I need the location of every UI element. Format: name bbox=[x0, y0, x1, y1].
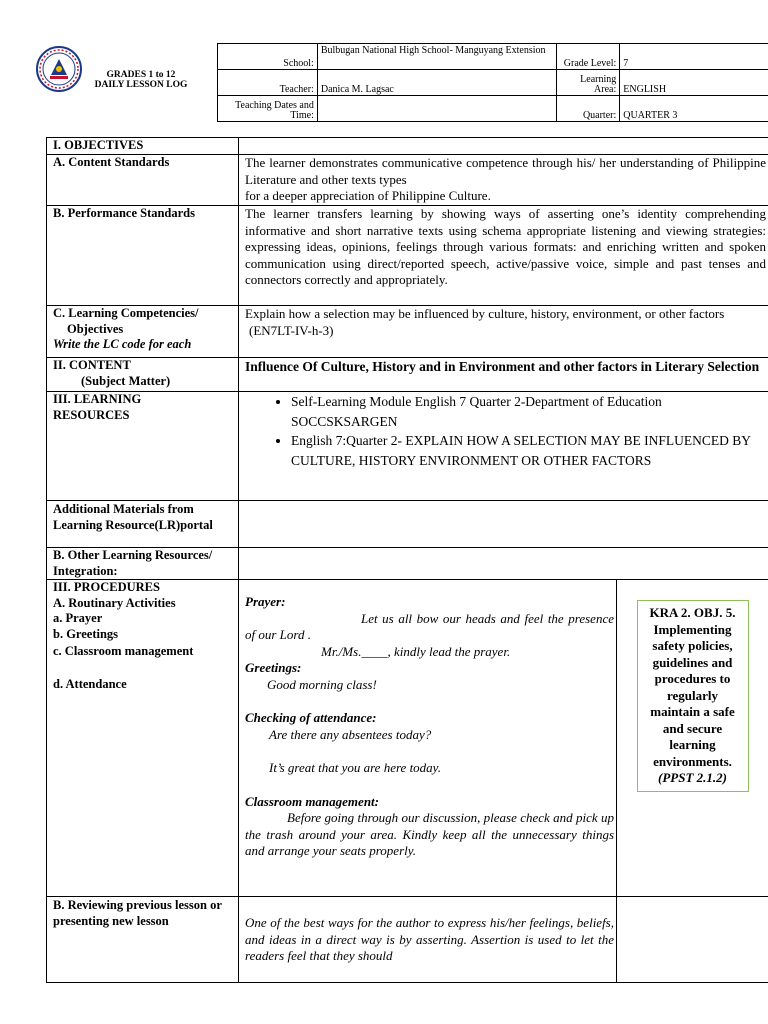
attendance-reply: It’s great that you are here today. bbox=[269, 760, 441, 775]
school-value: Bulbugan National High School- Manguyang Extension bbox=[317, 44, 556, 70]
resources-label-line2: RESOURCES bbox=[53, 407, 130, 422]
header-title-line2: DAILY LESSON LOG bbox=[94, 80, 188, 90]
management-heading: Classroom management: bbox=[245, 793, 379, 809]
competencies-code: (EN7LT-IV-h-3) bbox=[249, 322, 334, 338]
content-label-line2: (Subject Matter) bbox=[81, 373, 171, 388]
competencies-text: Explain how a selection may be influenced by culture, history, environment, or other factors bbox=[245, 306, 725, 321]
header-title bbox=[71, 70, 211, 90]
competencies-label-line3: Write the LC code for each bbox=[53, 337, 192, 351]
dates-label: Teaching Dates and Time: bbox=[218, 96, 318, 122]
competencies-label bbox=[47, 306, 239, 358]
competencies-label-line2: Objectives bbox=[67, 321, 124, 336]
additional-materials-row bbox=[47, 501, 768, 548]
routinary-item: a. Prayer bbox=[53, 611, 103, 625]
reviewing-notes bbox=[617, 897, 768, 983]
content-standards-text2: for a deeper appreciation of Philippine Culture. bbox=[245, 188, 491, 203]
resource-item: • Self-Learning Module English 7 Quarter 2-Department of Education SOCCSKSARGEN bbox=[291, 392, 766, 431]
quarter-label: Quarter: bbox=[557, 96, 620, 122]
resources-label bbox=[47, 392, 239, 501]
objectives-blank bbox=[239, 138, 768, 155]
resources-cell bbox=[239, 392, 768, 501]
kra-ppst: (PPST 2.1.2) bbox=[658, 770, 727, 785]
lesson-log-header bbox=[25, 43, 768, 121]
management-text: Before going through our discussion, please check and pick up the trash around your area. Kindly keep all the unnecessary things and arrange your seats properly. bbox=[245, 810, 614, 858]
attendance-heading: Checking of attendance: bbox=[245, 710, 377, 725]
reviewing-text: One of the best ways for the author to express his/her feelings, beliefs, and ideas in a direct way is by asserting. Assertion is used to let the readers feel that they should bbox=[239, 897, 617, 983]
teacher-value: Danica M. Lagsac bbox=[317, 70, 556, 96]
teacher-label: Teacher: bbox=[218, 70, 318, 96]
logo-box bbox=[25, 43, 217, 121]
additional-materials-value bbox=[239, 501, 768, 548]
routinary-activities-cell bbox=[239, 580, 617, 897]
competencies-row bbox=[47, 306, 768, 358]
content-label-line1: II. CONTENT bbox=[53, 358, 131, 372]
resources-list bbox=[245, 392, 766, 470]
content-label bbox=[47, 358, 239, 392]
competencies-cell bbox=[239, 306, 768, 358]
objectives-row bbox=[47, 138, 768, 155]
routinary-row bbox=[47, 580, 768, 897]
prayer-lead: Mr./Ms.____, kindly lead the prayer. bbox=[321, 643, 511, 659]
greetings-text: Good morning class! bbox=[267, 676, 377, 692]
kra-note-box bbox=[637, 600, 749, 792]
routinary-item: d. Attendance bbox=[53, 676, 127, 691]
content-standards-label: A. Content Standards bbox=[47, 155, 239, 206]
resources-row bbox=[47, 392, 768, 501]
competencies-label-line1: C. Learning Competencies/ bbox=[53, 306, 199, 320]
other-resources-row bbox=[47, 548, 768, 580]
routinary-item: c. Classroom management bbox=[53, 644, 194, 658]
performance-standards-text: The learner transfers learning by showing ways of asserting one’s identity comprehending informative and short narrative texts using schema appropriate listening and viewing strategies: expressing ideas, opinions, feelings through various formats: and enriching written and spoken communication using direct/reported speech, active/passive voice, simple and past tenses and connectors correctly and appropriately. bbox=[239, 206, 768, 306]
additional-materials-label: Additional Materials from Learning Resource(LR)portal bbox=[47, 501, 239, 548]
performance-standards-row bbox=[47, 206, 768, 306]
greetings-heading: Greetings: bbox=[245, 660, 302, 675]
content-standards-cell bbox=[239, 155, 768, 206]
kra-description: Implementing safety policies, guidelines and procedures to regularly maintain a safe and secure learning environments. bbox=[650, 621, 735, 769]
other-resources-label: B. Other Learning Resources/ Integration: bbox=[47, 548, 239, 580]
content-standards-row bbox=[47, 155, 768, 206]
procedures-label-cell bbox=[47, 580, 239, 897]
header-table bbox=[217, 43, 768, 122]
dates-value bbox=[317, 96, 556, 122]
prayer-text: Let us all bow our heads and feel the presence of our Lord . bbox=[245, 610, 614, 642]
school-label: School: bbox=[218, 44, 318, 70]
content-row bbox=[47, 358, 768, 392]
resource-item: • English 7:Quarter 2- EXPLAIN HOW A SELECTION MAY BE INFLUENCED BY CULTURE, HISTORY ENVIRONMENT OR OTHER FACTORS bbox=[291, 431, 766, 470]
resources-label-line1: III. LEARNING bbox=[53, 392, 142, 406]
routinary-label: A. Routinary Activities bbox=[53, 595, 176, 610]
lesson-plan-table bbox=[46, 137, 768, 983]
routinary-item: b. Greetings bbox=[53, 626, 119, 641]
procedures-heading: III. PROCEDURES bbox=[53, 580, 160, 594]
quarter-value: QUARTER 3 bbox=[620, 96, 768, 122]
reviewing-row bbox=[47, 897, 768, 983]
attendance-question: Are there any absentees today? bbox=[269, 726, 432, 742]
grade-label: Grade Level: bbox=[557, 44, 620, 70]
content-standards-text: The learner demonstrates communicative competence through his/ her understanding of Philippine Literature and other texts types bbox=[245, 155, 766, 187]
performance-standards-label: B. Performance Standards bbox=[47, 206, 239, 306]
other-resources-value bbox=[239, 548, 768, 580]
grade-value: 7 bbox=[620, 44, 768, 70]
prayer-heading: Prayer: bbox=[245, 594, 286, 609]
objectives-heading: I. OBJECTIVES bbox=[47, 138, 239, 155]
header-title-line1: GRADES 1 to 12 bbox=[106, 70, 176, 80]
area-value: ENGLISH bbox=[620, 70, 768, 96]
area-label: Learning Area: bbox=[557, 70, 620, 96]
kra-title: KRA 2. OBJ. 5. bbox=[649, 605, 736, 620]
reviewing-label: B. Reviewing previous lesson or presenting new lesson bbox=[47, 897, 239, 983]
content-text: Influence Of Culture, History and in Environment and other factors in Literary Selection bbox=[239, 358, 768, 392]
kra-cell bbox=[617, 580, 768, 897]
